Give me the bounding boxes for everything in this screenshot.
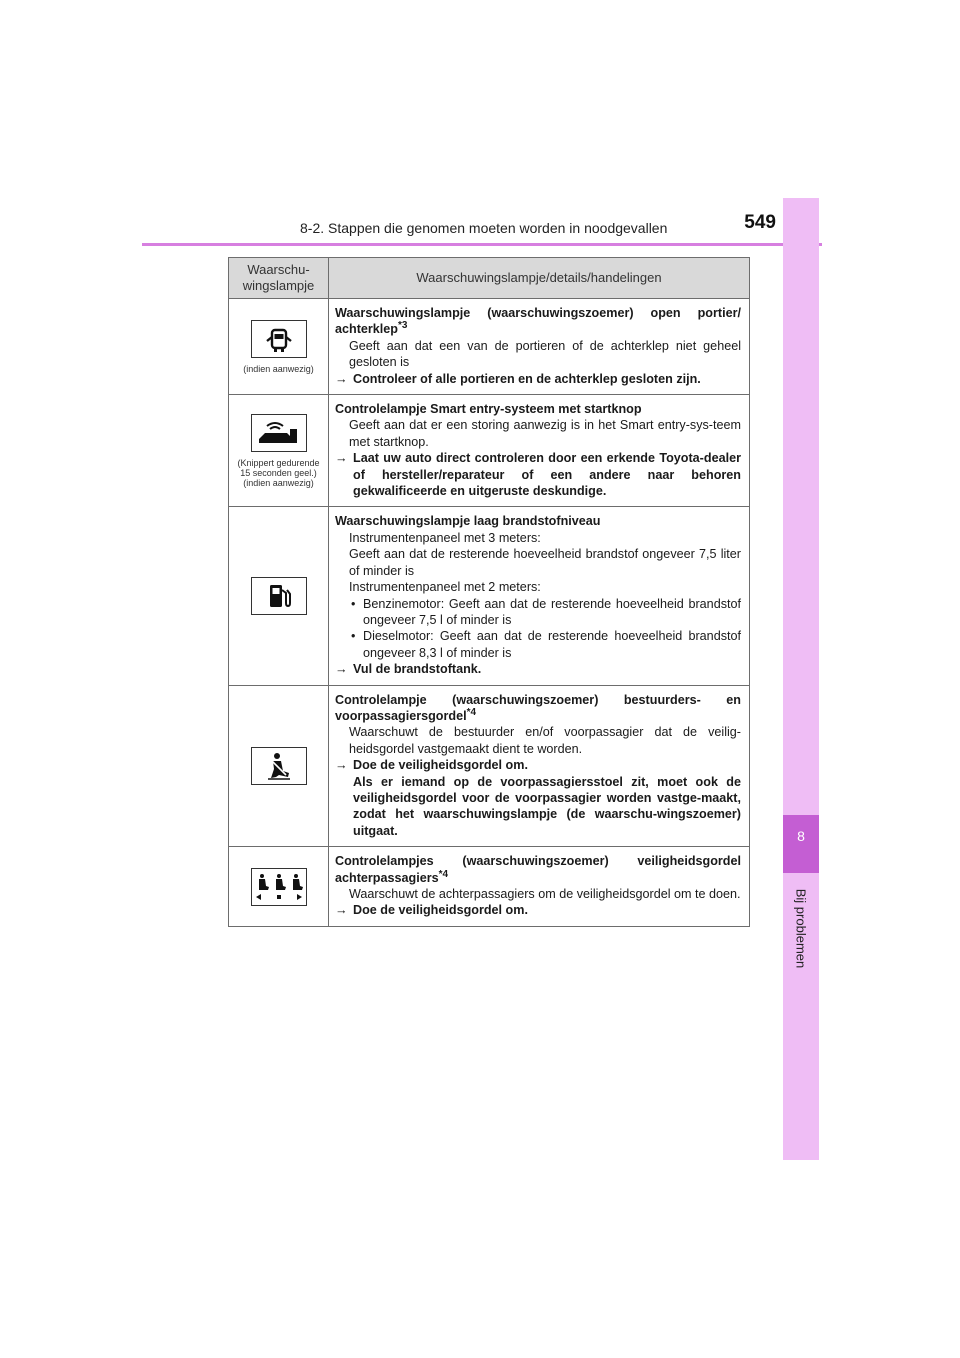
arrow-icon: →	[335, 371, 348, 386]
chapter-label	[786, 882, 816, 974]
bullet-text: Dieselmotor: Geeft aan dat de resterende hoeveelheid brandstof ongeveer 8,3 l of minder is	[363, 629, 741, 660]
row-description: Waarschuwt de achterpassagiers om de veiligheidsgordel om te doen.	[349, 887, 741, 901]
smart-entry-icon	[251, 414, 307, 452]
row-line: Instrumentenpaneel met 2 meters:	[349, 580, 541, 595]
warning-lights-table	[228, 257, 750, 927]
bullet-text: Benzinemotor: Geeft aan dat de resterende hoeveelheid brandstof ongeveer 7,5 l of minder is	[363, 596, 741, 627]
door-open-icon	[251, 320, 307, 358]
row-title: Controlelampjes (waarschuwingszoemer) veiligheidsgordel achterpassagiers	[335, 854, 741, 885]
details-cell	[329, 299, 750, 395]
icon-cell	[229, 507, 329, 685]
details-cell	[329, 847, 750, 927]
bullet-icon: •	[351, 596, 356, 611]
rear-seatbelts-icon	[251, 868, 307, 906]
col-header-lamp: Waarschu- wingslampje	[229, 258, 329, 299]
row-action: Vul de brandstoftank.	[353, 662, 482, 677]
row-action: Controleer of alle portieren en de achterklep gesloten zijn.	[353, 371, 701, 386]
footnote-ref: *4	[438, 868, 449, 880]
details-cell	[329, 507, 750, 685]
row-action: Laat uw auto direct controleren door een erkende Toyota-dealer of hersteller/reparateur of een andere naar behoren gekwalificeerde en uitgeruste deskundige.	[353, 451, 741, 499]
header-divider	[142, 243, 822, 246]
fuel-pump-icon	[251, 577, 307, 615]
row-action-extra: Als er iemand op de voorpassagiersstoel zit, moet ook de veiligheidsgordel voor de voorpassagier worden vastge-maakt, zodat het waarschuwingslampje (de waarschu-wingszoemer) uitgaat.	[353, 774, 741, 838]
table-row	[229, 299, 750, 395]
arrow-icon: →	[335, 451, 348, 466]
page-header-title: 8-2. Stappen die genomen moeten worden in noodgevallen	[300, 220, 668, 236]
chapter-side-tab	[783, 198, 819, 1160]
row-title: Waarschuwingslampje (waarschuwingszoemer) open portier/ achterklep	[335, 306, 741, 337]
arrow-icon: →	[335, 903, 348, 918]
row-title: Waarschuwingslampje laag brandstofniveau	[335, 514, 601, 529]
row-title: Controlelampje (waarschuwingszoemer) bestuurders- en voorpassagiersgordel	[335, 692, 741, 723]
arrow-icon: →	[335, 662, 348, 677]
row-action: Doe de veiligheidsgordel om.	[353, 758, 528, 773]
row-title: Controlelampje Smart entry-systeem met startknop	[335, 402, 642, 417]
icon-cell	[229, 847, 329, 927]
row-description: Waarschuwt de bestuurder en/of voorpassagier dat de veilig-heidsgordel vastgemaakt dient te worden.	[349, 725, 741, 756]
row-line: Geeft aan dat de resterende hoeveelheid brandstof ongeveer 7,5 liter of minder is	[349, 547, 741, 578]
chapter-label-text: Bij problemen	[793, 888, 809, 968]
icon-cell	[229, 685, 329, 847]
footnote-ref: *3	[398, 320, 408, 332]
icon-cell	[229, 395, 329, 507]
row-line: Instrumentenpaneel met 3 meters:	[349, 530, 541, 545]
table-row	[229, 395, 750, 507]
details-cell	[329, 685, 750, 847]
icon-note: (Knippert gedurende 15 seconden geel.) (indien aanwezig)	[237, 457, 320, 488]
bullet-icon: •	[351, 629, 356, 644]
icon-note: (indien aanwezig)	[243, 363, 314, 374]
table-header-row	[229, 258, 750, 299]
table-row	[229, 685, 750, 847]
col-header-details: Waarschuwingslampje/details/handelingen	[329, 258, 750, 299]
details-cell	[329, 395, 750, 507]
table-row	[229, 507, 750, 685]
row-description: Geeft aan dat een van de portieren of de achterklep niet geheel gesloten is	[349, 338, 741, 370]
footnote-ref: *4	[466, 706, 477, 718]
arrow-icon: →	[335, 758, 348, 773]
icon-cell	[229, 299, 329, 395]
seatbelt-icon	[251, 747, 307, 785]
row-action: Doe de veiligheidsgordel om.	[353, 903, 528, 918]
table-row	[229, 847, 750, 927]
chapter-number: 8	[797, 828, 805, 844]
page-number: 549	[744, 212, 776, 233]
row-description: Geeft aan dat er een storing aanwezig is in het Smart entry-sys-teem met startknop.	[349, 418, 741, 449]
chapter-number-block	[783, 815, 819, 873]
